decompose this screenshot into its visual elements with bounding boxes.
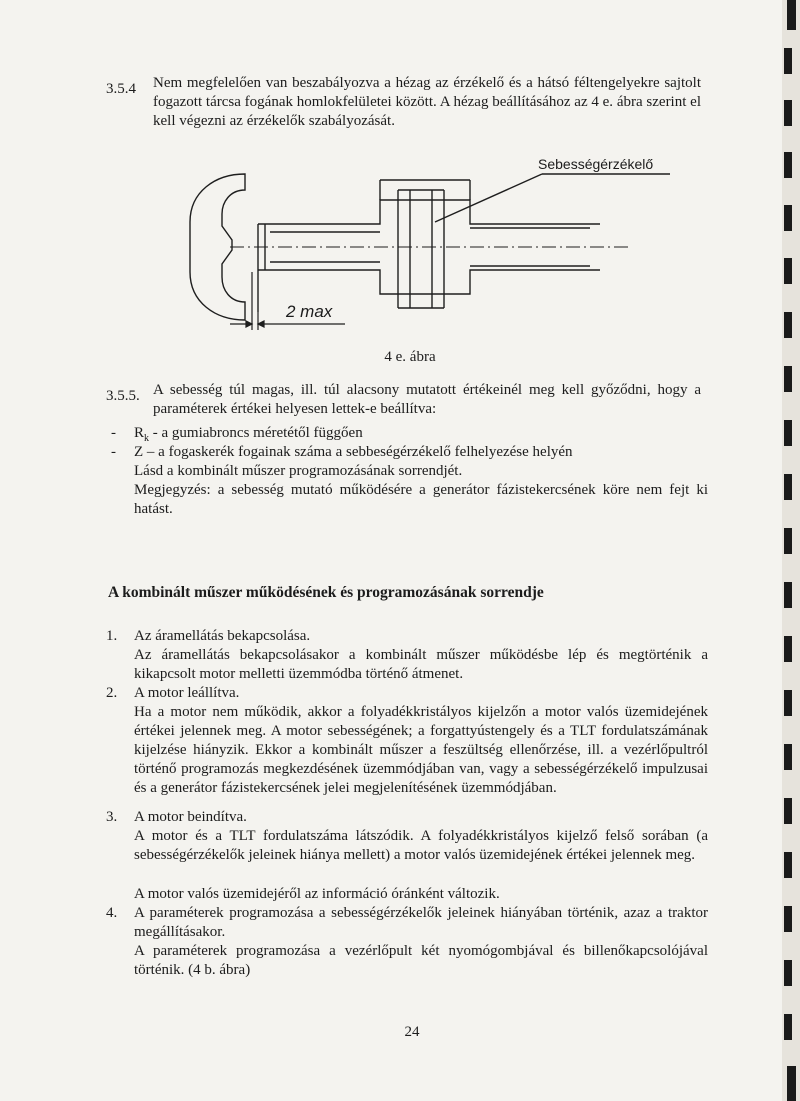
item-title: Az áramellátás bekapcsolása.	[134, 628, 311, 644]
binding-edge	[760, 0, 800, 1101]
note-text: Megjegyzés: a sebesség mutató működésére a generátor fázistekercsének köre nem fejt ki hatást.	[134, 482, 708, 517]
item-title: A motor leállítva.	[134, 685, 240, 701]
rk-text: - a gumiabroncs méretétől függően	[152, 425, 363, 441]
section-heading: A kombinált műszer működésének és programozásának sorrendje	[108, 584, 544, 601]
page-number: 24	[404, 1024, 420, 1040]
item-number: 3.	[106, 809, 118, 825]
item-number: 1.	[106, 628, 118, 644]
section-3-5-4-text: Nem megfelelően van beszabályozva a hézag az érzékelő és a hátsó féltengelyekre sajtolt fogazott tárcsa fogának homlokfelületei között. A hézag beállításához az 4 e. ábra szerint el kell végezni az érzékelők szabályozását.	[153, 75, 701, 129]
item-body: A paraméterek programozása a vezérlőpult két nyomógombjával és billenőkapcsolójával történik. (4 b. ábra)	[134, 943, 708, 978]
bullet-dash: -	[111, 444, 116, 460]
item-title: A motor beindítva.	[134, 809, 247, 825]
item-body: A motor és a TLT fordulatszáma látszódik. A folyadékkristályos kijelző felső sorában (a sebességérzékelők jeleinek hiánya mellett) a motor valós üzemidejének értékei jelennek meg.	[134, 828, 708, 863]
item-body: Ha a motor nem működik, akkor a folyadékkristályos kijelzőn a motor valós üzemidejének értékei jelennek meg. A motor sebességének; a forgattyústengely és a TLT fordulatszámának kijelzése hiányzik. Ekkor a kombinált műszer a feszültség ellenőrzése, ill. a vezérlőpultról történő programozás megkezdésének üzemmódjában van, vagy a sebességérzékelő impulzusai és a generátor fázistekercsének jelei megjelenítésének üzemmódjában.	[134, 704, 708, 796]
sensor-label: Sebességérzékelő	[538, 156, 654, 172]
item-number: 2.	[106, 685, 118, 701]
sensor-gap-drawing	[170, 152, 700, 342]
bullet-z: Z – a fogaskerék fogainak száma a sebbeségérzékelő felhelyezése helyén	[134, 444, 573, 460]
gap-dimension-label: 2 max	[286, 302, 333, 321]
item-title: A paraméterek programozása a sebességérzékelők jeleinek hiányában történik, azaz a traktor megállításakor.	[134, 905, 708, 940]
rk-subscript: k	[144, 433, 150, 444]
section-3-5-5-text: A sebesség túl magas, ill. túl alacsony mutatott értékeinél meg kell győződni, hogy a paraméterek értékei helyesen lettek-e beállítva:	[153, 382, 701, 417]
section-number-3-5-5: 3.5.5.	[106, 388, 140, 404]
figure-4e	[170, 152, 700, 342]
bullet-dash: -	[111, 425, 116, 441]
figure-caption: 4 e. ábra	[384, 349, 436, 365]
rk-symbol: R	[134, 425, 145, 441]
see-reference: Lásd a kombinált műszer programozásának sorrendjét.	[134, 463, 463, 479]
item-number: 4.	[106, 905, 118, 921]
section-number-3-5-4: 3.5.4	[106, 81, 136, 97]
item-body: Az áramellátás bekapcsolásakor a kombinált műszer működésbe lép és megtörténik a kikapcsolt motor melletti üzemmódba történő átmenet.	[134, 647, 708, 682]
item-body-2: A motor valós üzemidejéről az információ óránként változik.	[134, 886, 500, 902]
